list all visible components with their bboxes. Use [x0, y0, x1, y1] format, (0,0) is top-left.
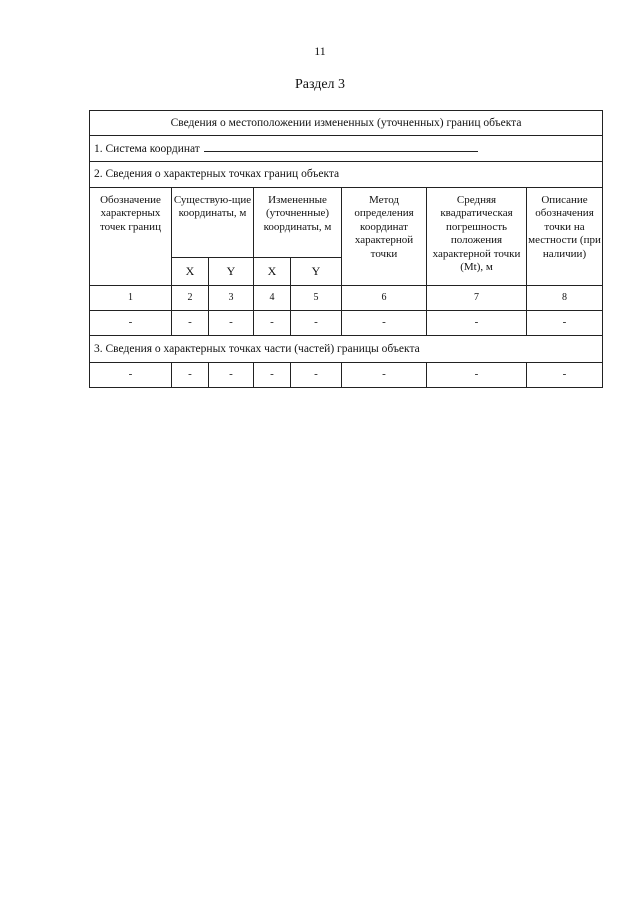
column-number: 4	[254, 286, 291, 311]
header-changed-coords: Измененные (уточненные) координаты, м	[254, 188, 342, 258]
header-changed-y: Y	[291, 258, 342, 286]
header-mean-error: Средняя квадратическая погрешность положения характерной точки (Mt), м	[427, 188, 527, 286]
header-method: Метод определения координат характерной точки	[342, 188, 427, 286]
table-cell: -	[90, 363, 172, 388]
header-designation: Обозначение характерных точек границ	[90, 188, 172, 286]
column-number: 3	[209, 286, 254, 311]
boundary-table	[89, 110, 603, 388]
coordinate-system-label: 1. Система координат	[94, 143, 200, 156]
coordinate-system-row	[90, 136, 603, 162]
page-number: 11	[314, 44, 326, 58]
header-existing-y: Y	[209, 258, 254, 286]
table-cell: -	[527, 363, 603, 388]
column-number: 1	[90, 286, 172, 311]
table-row	[90, 363, 603, 388]
table-cell: -	[342, 311, 427, 336]
table-cell: -	[209, 311, 254, 336]
table-cell: -	[427, 363, 527, 388]
table-cell: -	[172, 311, 209, 336]
table-cell: -	[291, 363, 342, 388]
header-existing-x: X	[172, 258, 209, 286]
part-boundary-heading: 3. Сведения о характерных точках части (частей) границы объекта	[90, 336, 603, 363]
header-changed-x: X	[254, 258, 291, 286]
column-number: 8	[527, 286, 603, 311]
column-number: 7	[427, 286, 527, 311]
table-cell: -	[254, 363, 291, 388]
column-numbers-row	[90, 286, 603, 311]
table-cell: -	[527, 311, 603, 336]
table-cell: -	[291, 311, 342, 336]
table-cell: -	[90, 311, 172, 336]
table-title: Сведения о местоположении измененных (уточненных) границ объекта	[90, 111, 603, 136]
points-heading: 2. Сведения о характерных точках границ объекта	[90, 162, 603, 188]
table-cell: -	[172, 363, 209, 388]
coordinate-system-field	[204, 140, 478, 152]
column-number: 2	[172, 286, 209, 311]
column-number: 6	[342, 286, 427, 311]
column-number: 5	[291, 286, 342, 311]
table-cell: -	[254, 311, 291, 336]
header-existing-coords: Существую-щие координаты, м	[172, 188, 254, 258]
table-cell: -	[209, 363, 254, 388]
header-description: Описание обозначения точки на местности (при наличии)	[527, 188, 603, 286]
table-row	[90, 311, 603, 336]
table-cell: -	[427, 311, 527, 336]
section-title: Раздел 3	[294, 77, 346, 92]
table-cell: -	[342, 363, 427, 388]
